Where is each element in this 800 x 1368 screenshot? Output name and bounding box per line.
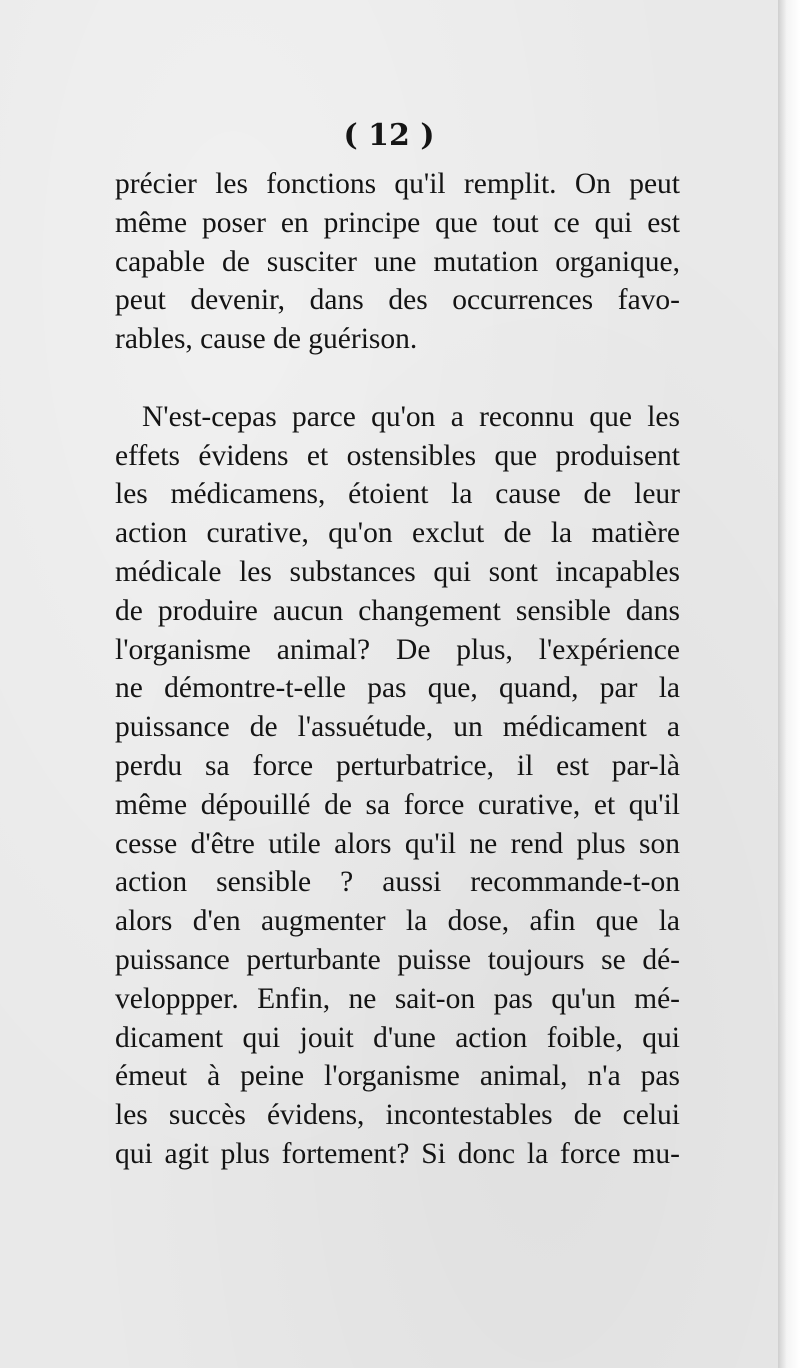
text-line: de produire aucun changement sensible dans xyxy=(115,594,680,627)
text-line: médicale les substances qui sont incapables xyxy=(115,555,680,588)
text-line: émeut à peine l'organisme animal, n'a pas xyxy=(115,1060,680,1093)
text-line: dicament qui jouit d'une action foible, qui xyxy=(115,1021,680,1054)
text-line: veloppper. Enfin, ne sait-on pas qu'un mé- xyxy=(115,982,680,1015)
text-line: les médicamens, étoient la cause de leur xyxy=(115,478,680,511)
paragraph-2 xyxy=(115,398,680,1174)
paragraph-1 xyxy=(115,165,680,359)
page-number: ( 12 ) xyxy=(343,118,435,153)
text-line: rables, cause de guérison. xyxy=(115,323,418,356)
text-line: qui agit plus fortement? Si donc la force mu- xyxy=(115,1137,680,1170)
text-line: puissance perturbante puisse toujours se dé- xyxy=(115,943,680,976)
text-line: perdu sa force perturbatrice, il est par-là xyxy=(115,749,680,782)
text-line: les succès évidens, incontestables de celui xyxy=(115,1099,680,1132)
text-line: effets évidens et ostensibles que produisent xyxy=(115,439,680,472)
page-body xyxy=(115,165,680,1174)
text-line: l'organisme animal? De plus, l'expérience xyxy=(115,633,680,666)
text-line: action curative, qu'on exclut de la matière xyxy=(115,517,680,550)
page-edge xyxy=(778,0,800,1368)
text-line: alors d'en augmenter la dose, afin que la xyxy=(115,905,680,938)
text-line: même poser en principe que tout ce qui est xyxy=(115,206,680,239)
text-line: cesse d'être utile alors qu'il ne rend plus son xyxy=(115,827,680,860)
text-line: peut devenir, dans des occurrences favo- xyxy=(115,284,680,317)
text-line: capable de susciter une mutation organique, xyxy=(115,245,680,278)
text-line: N'est-cepas parce qu'on a reconnu que les xyxy=(142,400,680,433)
text-line: même dépouillé de sa force curative, et qu'il xyxy=(115,788,680,821)
text-line: action sensible ? aussi recommande-t-on xyxy=(115,866,680,899)
paragraph-gap xyxy=(115,359,680,398)
text-line: précier les fonctions qu'il remplit. On peut xyxy=(115,168,680,200)
text-line: puissance de l'assuétude, un médicament a xyxy=(115,711,680,744)
text-line: ne démontre-t-elle pas que, quand, par la xyxy=(115,672,680,705)
